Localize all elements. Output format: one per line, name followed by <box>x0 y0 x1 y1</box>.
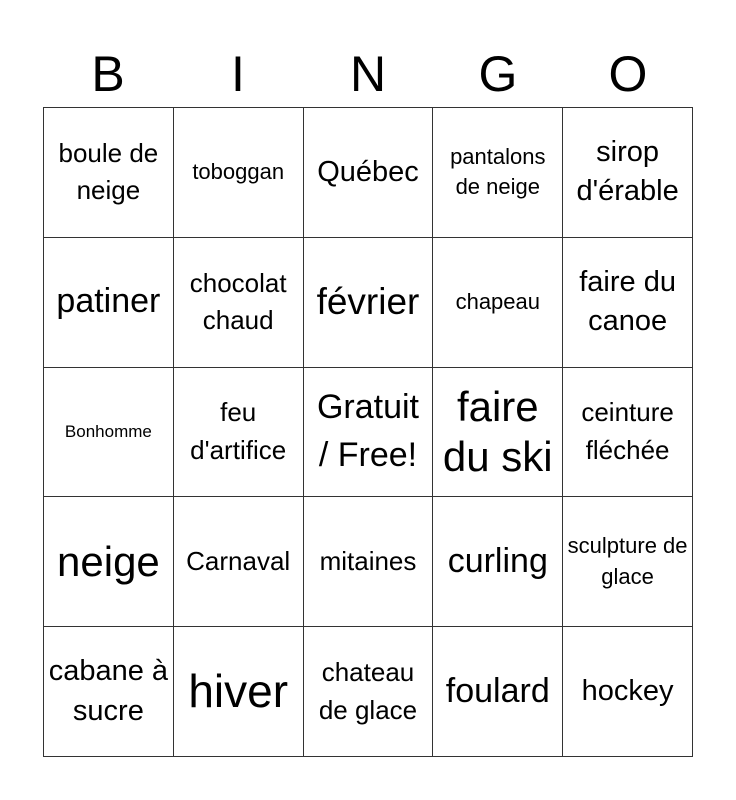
cell-label: ceinture fléchée <box>581 397 674 465</box>
cell-label: faire du ski <box>442 382 553 480</box>
bingo-cell[interactable] <box>433 497 563 627</box>
cell-label: hiver <box>188 665 289 717</box>
cell-label: feu d'artifice <box>190 397 287 465</box>
cell-label: faire du canoe <box>579 266 676 338</box>
bingo-cell[interactable] <box>304 627 434 757</box>
bingo-cell[interactable] <box>44 627 174 757</box>
bingo-cell[interactable] <box>304 108 434 238</box>
bingo-cell[interactable] <box>44 238 174 368</box>
bingo-cell[interactable] <box>304 238 434 368</box>
header-letter-b: B <box>91 46 125 102</box>
bingo-cell[interactable] <box>563 108 693 238</box>
bingo-cell[interactable] <box>304 368 434 498</box>
bingo-cell[interactable] <box>563 238 693 368</box>
cell-label: pantalons de neige <box>450 143 546 200</box>
cell-label: chapeau <box>455 288 540 314</box>
bingo-cell[interactable] <box>433 238 563 368</box>
bingo-card-grid <box>43 107 693 757</box>
bingo-cell[interactable] <box>563 627 693 757</box>
cell-label: patiner <box>56 282 161 321</box>
header-letter-o: O <box>608 46 648 102</box>
bingo-cell[interactable] <box>174 497 304 627</box>
bingo-header <box>43 40 693 108</box>
bingo-cell[interactable] <box>174 368 304 498</box>
cell-label: chateau de glace <box>318 656 418 725</box>
cell-label: boule de neige <box>58 137 159 206</box>
cell-label: Québec <box>317 155 419 188</box>
cell-label: sirop d'érable <box>576 136 679 208</box>
cell-label: toboggan <box>192 159 285 184</box>
cell-label: neige <box>57 537 160 585</box>
bingo-cell[interactable] <box>304 497 434 627</box>
cell-label: hockey <box>581 675 674 708</box>
bingo-cell[interactable] <box>563 368 693 498</box>
cell-label: février <box>316 281 420 323</box>
cell-label: chocolat chaud <box>189 267 287 336</box>
bingo-cell[interactable] <box>174 108 304 238</box>
cell-label: cabane à sucre <box>48 655 169 727</box>
bingo-cell[interactable] <box>563 497 693 627</box>
cell-label: Gratuit / Free! <box>316 388 419 474</box>
cell-label: Carnaval <box>186 545 291 576</box>
bingo-cell[interactable] <box>433 108 563 238</box>
bingo-cell[interactable] <box>174 627 304 757</box>
header-letter-g: G <box>478 46 518 102</box>
cell-label: mitaines <box>319 545 417 576</box>
cell-label: foulard <box>445 671 550 710</box>
bingo-cell[interactable] <box>44 108 174 238</box>
bingo-cell[interactable] <box>44 368 174 498</box>
cell-label: sculpture de glace <box>567 532 688 589</box>
cell-label: curling <box>447 541 548 580</box>
bingo-cell[interactable] <box>433 627 563 757</box>
bingo-cell[interactable] <box>433 368 563 498</box>
cell-label: Bonhomme <box>64 422 152 442</box>
header-letter-i: I <box>231 46 245 102</box>
bingo-cell[interactable] <box>44 497 174 627</box>
bingo-cell[interactable] <box>174 238 304 368</box>
header-letter-n: N <box>349 46 387 102</box>
